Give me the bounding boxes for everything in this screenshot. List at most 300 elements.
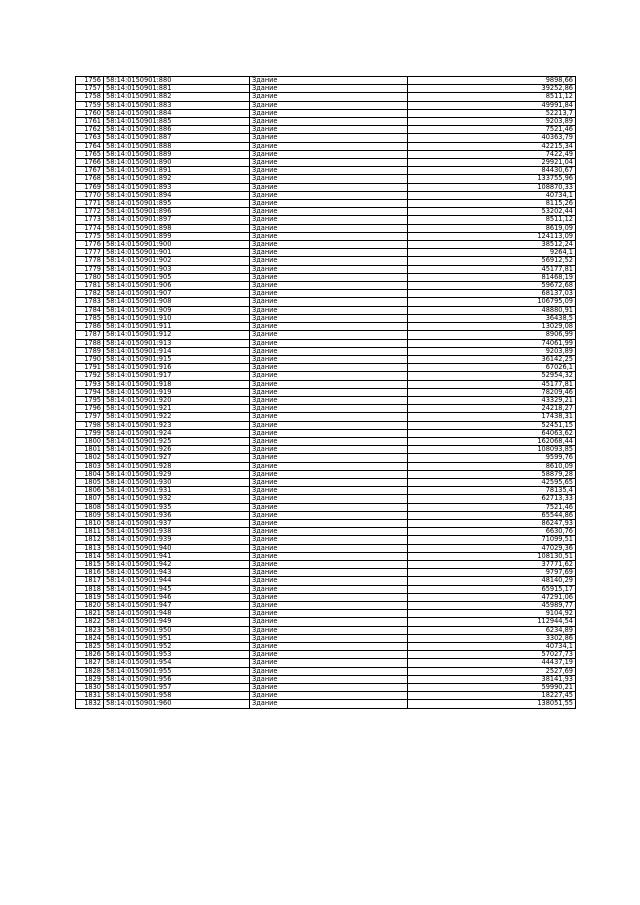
cadastral-number: 58:14:0150901:885	[104, 118, 250, 126]
cadastral-value: 45989,77	[408, 602, 576, 610]
table-row	[76, 306, 576, 314]
cadastral-number: 58:14:0150901:918	[104, 380, 250, 388]
object-type: Здание	[250, 470, 408, 478]
cadastral-value: 8610,09	[408, 462, 576, 470]
object-type: Здание	[250, 651, 408, 659]
row-number: 1784	[76, 306, 104, 314]
object-type: Здание	[250, 593, 408, 601]
cadastral-number: 58:14:0150901:950	[104, 626, 250, 634]
table-row	[76, 265, 576, 273]
row-number: 1819	[76, 593, 104, 601]
cadastral-number: 58:14:0150901:939	[104, 536, 250, 544]
table-row	[76, 126, 576, 134]
cadastral-value: 9264,1	[408, 249, 576, 257]
cadastral-number: 58:14:0150901:906	[104, 282, 250, 290]
row-number: 1770	[76, 191, 104, 199]
object-type: Здание	[250, 684, 408, 692]
table-row	[76, 159, 576, 167]
cadastral-number: 58:14:0150901:892	[104, 175, 250, 183]
table-row	[76, 602, 576, 610]
object-type: Здание	[250, 634, 408, 642]
object-type: Здание	[250, 118, 408, 126]
table-row	[76, 380, 576, 388]
cadastral-number: 58:14:0150901:894	[104, 191, 250, 199]
table-row	[76, 388, 576, 396]
row-number: 1814	[76, 552, 104, 560]
table-row	[76, 437, 576, 445]
cadastral-value: 47029,36	[408, 544, 576, 552]
cadastral-number: 58:14:0150901:917	[104, 372, 250, 380]
table-row	[76, 257, 576, 265]
table-row	[76, 528, 576, 536]
object-type: Здание	[250, 208, 408, 216]
table-row	[76, 651, 576, 659]
cadastral-number: 58:14:0150901:898	[104, 224, 250, 232]
cadastral-value: 52213,7	[408, 109, 576, 117]
cadastral-number: 58:14:0150901:947	[104, 602, 250, 610]
row-number: 1788	[76, 339, 104, 347]
table-row	[76, 364, 576, 372]
cadastral-value: 86247,93	[408, 519, 576, 527]
cadastral-value: 45177,81	[408, 380, 576, 388]
table-row	[76, 396, 576, 404]
object-type: Здание	[250, 626, 408, 634]
cadastral-number: 58:14:0150901:903	[104, 265, 250, 273]
cadastral-number: 58:14:0150901:958	[104, 692, 250, 700]
row-number: 1775	[76, 232, 104, 240]
object-type: Здание	[250, 429, 408, 437]
table-row	[76, 405, 576, 413]
row-number: 1800	[76, 437, 104, 445]
cadastral-number: 58:14:0150901:912	[104, 331, 250, 339]
table-row	[76, 569, 576, 577]
cadastral-number: 58:14:0150901:956	[104, 675, 250, 683]
cadastral-number: 58:14:0150901:887	[104, 134, 250, 142]
object-type: Здание	[250, 224, 408, 232]
cadastral-number: 58:14:0150901:890	[104, 159, 250, 167]
object-type: Здание	[250, 569, 408, 577]
row-number: 1799	[76, 429, 104, 437]
object-type: Здание	[250, 462, 408, 470]
row-number: 1826	[76, 651, 104, 659]
object-type: Здание	[250, 290, 408, 298]
object-type: Здание	[250, 167, 408, 175]
cadastral-number: 58:14:0150901:945	[104, 585, 250, 593]
row-number: 1761	[76, 118, 104, 126]
table-row	[76, 593, 576, 601]
table-row	[76, 232, 576, 240]
cadastral-number: 58:14:0150901:925	[104, 437, 250, 445]
cadastral-value: 53202,44	[408, 208, 576, 216]
row-number: 1798	[76, 421, 104, 429]
object-type: Здание	[250, 339, 408, 347]
table-row	[76, 519, 576, 527]
object-type: Здание	[250, 610, 408, 618]
object-type: Здание	[250, 175, 408, 183]
cadastral-value: 8115,26	[408, 200, 576, 208]
object-type: Здание	[250, 364, 408, 372]
cadastral-number: 58:14:0150901:888	[104, 142, 250, 150]
row-number: 1782	[76, 290, 104, 298]
cadastral-number: 58:14:0150901:957	[104, 684, 250, 692]
table-row	[76, 331, 576, 339]
table-row	[76, 429, 576, 437]
object-type: Здание	[250, 528, 408, 536]
object-type: Здание	[250, 249, 408, 257]
cadastral-value: 9104,92	[408, 610, 576, 618]
object-type: Здание	[250, 487, 408, 495]
cadastral-value: 7521,46	[408, 503, 576, 511]
cadastral-value: 59672,68	[408, 282, 576, 290]
table-row	[76, 462, 576, 470]
cadastral-value: 133755,96	[408, 175, 576, 183]
row-number: 1824	[76, 634, 104, 642]
cadastral-number: 58:14:0150901:921	[104, 405, 250, 413]
row-number: 1773	[76, 216, 104, 224]
row-number: 1810	[76, 519, 104, 527]
cadastral-value: 6630,76	[408, 528, 576, 536]
table-row	[76, 355, 576, 363]
table-row	[76, 167, 576, 175]
object-type: Здание	[250, 257, 408, 265]
row-number: 1764	[76, 142, 104, 150]
object-type: Здание	[250, 437, 408, 445]
cadastral-number: 58:14:0150901:944	[104, 577, 250, 585]
cadastral-number: 58:14:0150901:889	[104, 150, 250, 158]
table-row	[76, 413, 576, 421]
cadastral-number: 58:14:0150901:897	[104, 216, 250, 224]
table-row	[76, 454, 576, 462]
cadastral-value: 9203,89	[408, 118, 576, 126]
table-row	[76, 200, 576, 208]
cadastral-value: 108093,85	[408, 446, 576, 454]
table-row	[76, 273, 576, 281]
object-type: Здание	[250, 618, 408, 626]
row-number: 1786	[76, 323, 104, 331]
row-number: 1831	[76, 692, 104, 700]
object-type: Здание	[250, 643, 408, 651]
data-table	[75, 76, 576, 709]
row-number: 1774	[76, 224, 104, 232]
cadastral-number: 58:14:0150901:901	[104, 249, 250, 257]
cadastral-value: 36142,25	[408, 355, 576, 363]
table-row	[76, 675, 576, 683]
table-row	[76, 487, 576, 495]
object-type: Здание	[250, 413, 408, 421]
table-row	[76, 109, 576, 117]
cadastral-number: 58:14:0150901:938	[104, 528, 250, 536]
object-type: Здание	[250, 519, 408, 527]
row-number: 1780	[76, 273, 104, 281]
object-type: Здание	[250, 134, 408, 142]
row-number: 1797	[76, 413, 104, 421]
cadastral-number: 58:14:0150901:920	[104, 396, 250, 404]
object-type: Здание	[250, 232, 408, 240]
object-type: Здание	[250, 495, 408, 503]
cadastral-value: 62713,33	[408, 495, 576, 503]
cadastral-value: 112944,54	[408, 618, 576, 626]
cadastral-value: 8511,12	[408, 93, 576, 101]
row-number: 1830	[76, 684, 104, 692]
cadastral-value: 7422,49	[408, 150, 576, 158]
object-type: Здание	[250, 241, 408, 249]
cadastral-value: 43329,21	[408, 396, 576, 404]
table-row	[76, 142, 576, 150]
table-row	[76, 495, 576, 503]
object-type: Здание	[250, 150, 408, 158]
object-type: Здание	[250, 93, 408, 101]
table-row	[76, 618, 576, 626]
table-row	[76, 191, 576, 199]
cadastral-number: 58:14:0150901:936	[104, 511, 250, 519]
cadastral-number: 58:14:0150901:940	[104, 544, 250, 552]
cadastral-value: 78209,46	[408, 388, 576, 396]
cadastral-number: 58:14:0150901:937	[104, 519, 250, 527]
cadastral-number: 58:14:0150901:900	[104, 241, 250, 249]
cadastral-number: 58:14:0150901:926	[104, 446, 250, 454]
row-number: 1760	[76, 109, 104, 117]
table-row	[76, 684, 576, 692]
row-number: 1817	[76, 577, 104, 585]
cadastral-value: 8906,99	[408, 331, 576, 339]
cadastral-value: 52451,15	[408, 421, 576, 429]
cadastral-value: 49991,84	[408, 101, 576, 109]
cadastral-number: 58:14:0150901:941	[104, 552, 250, 560]
object-type: Здание	[250, 183, 408, 191]
object-type: Здание	[250, 372, 408, 380]
table-body	[76, 77, 576, 709]
row-number: 1820	[76, 602, 104, 610]
cadastral-number: 58:14:0150901:928	[104, 462, 250, 470]
object-type: Здание	[250, 331, 408, 339]
row-number: 1792	[76, 372, 104, 380]
row-number: 1756	[76, 77, 104, 85]
object-type: Здание	[250, 355, 408, 363]
cadastral-number: 58:14:0150901:954	[104, 659, 250, 667]
cadastral-value: 108870,33	[408, 183, 576, 191]
object-type: Здание	[250, 536, 408, 544]
table-row	[76, 282, 576, 290]
cadastral-value: 37771,62	[408, 560, 576, 568]
cadastral-value: 48140,29	[408, 577, 576, 585]
cadastral-value: 64063,62	[408, 429, 576, 437]
object-type: Здание	[250, 142, 408, 150]
cadastral-value: 138051,55	[408, 700, 576, 708]
cadastral-number: 58:14:0150901:922	[104, 413, 250, 421]
object-type: Здание	[250, 314, 408, 322]
object-type: Здание	[250, 478, 408, 486]
object-type: Здание	[250, 602, 408, 610]
cadastral-value: 6234,89	[408, 626, 576, 634]
cadastral-number: 58:14:0150901:891	[104, 167, 250, 175]
cadastral-value: 39252,86	[408, 85, 576, 93]
table-row	[76, 659, 576, 667]
table-row	[76, 692, 576, 700]
cadastral-value: 74061,99	[408, 339, 576, 347]
cadastral-value: 45177,81	[408, 265, 576, 273]
object-type: Здание	[250, 380, 408, 388]
cadastral-number: 58:14:0150901:907	[104, 290, 250, 298]
table-row	[76, 339, 576, 347]
object-type: Здание	[250, 511, 408, 519]
row-number: 1765	[76, 150, 104, 158]
table-row	[76, 118, 576, 126]
row-number: 1779	[76, 265, 104, 273]
object-type: Здание	[250, 109, 408, 117]
table-row	[76, 610, 576, 618]
cadastral-number: 58:14:0150901:929	[104, 470, 250, 478]
row-number: 1777	[76, 249, 104, 257]
table-row	[76, 77, 576, 85]
row-number: 1816	[76, 569, 104, 577]
row-number: 1794	[76, 388, 104, 396]
object-type: Здание	[250, 544, 408, 552]
table-row	[76, 372, 576, 380]
cadastral-value: 36438,5	[408, 314, 576, 322]
cadastral-value: 3302,86	[408, 634, 576, 642]
cadastral-number: 58:14:0150901:916	[104, 364, 250, 372]
cadastral-value: 71099,51	[408, 536, 576, 544]
row-number: 1787	[76, 331, 104, 339]
cadastral-value: 106795,09	[408, 298, 576, 306]
row-number: 1825	[76, 643, 104, 651]
row-number: 1793	[76, 380, 104, 388]
cadastral-value: 29921,04	[408, 159, 576, 167]
cadastral-number: 58:14:0150901:952	[104, 643, 250, 651]
cadastral-value: 48880,91	[408, 306, 576, 314]
row-number: 1809	[76, 511, 104, 519]
table-row	[76, 249, 576, 257]
object-type: Здание	[250, 77, 408, 85]
cadastral-number: 58:14:0150901:899	[104, 232, 250, 240]
object-type: Здание	[250, 298, 408, 306]
table-row	[76, 446, 576, 454]
cadastral-number: 58:14:0150901:943	[104, 569, 250, 577]
table-row	[76, 216, 576, 224]
cadastral-value: 52954,32	[408, 372, 576, 380]
table-row	[76, 134, 576, 142]
cadastral-value: 59990,21	[408, 684, 576, 692]
cadastral-value: 40363,79	[408, 134, 576, 142]
cadastral-value: 9898,66	[408, 77, 576, 85]
row-number: 1815	[76, 560, 104, 568]
table-row	[76, 536, 576, 544]
cadastral-number: 58:14:0150901:953	[104, 651, 250, 659]
table-row	[76, 241, 576, 249]
object-type: Здание	[250, 265, 408, 273]
table-row	[76, 511, 576, 519]
cadastral-value: 9797,69	[408, 569, 576, 577]
object-type: Здание	[250, 347, 408, 355]
cadastral-value: 8619,09	[408, 224, 576, 232]
cadastral-value: 40734,1	[408, 643, 576, 651]
table-row	[76, 552, 576, 560]
cadastral-number: 58:14:0150901:955	[104, 667, 250, 675]
table-row	[76, 290, 576, 298]
row-number: 1791	[76, 364, 104, 372]
object-type: Здание	[250, 503, 408, 511]
object-type: Здание	[250, 454, 408, 462]
cadastral-number: 58:14:0150901:893	[104, 183, 250, 191]
table-row	[76, 314, 576, 322]
table-row	[76, 175, 576, 183]
object-type: Здание	[250, 585, 408, 593]
object-type: Здание	[250, 446, 408, 454]
table-row	[76, 626, 576, 634]
object-type: Здание	[250, 159, 408, 167]
cadastral-value: 81468,19	[408, 273, 576, 281]
table-row	[76, 150, 576, 158]
object-type: Здание	[250, 692, 408, 700]
object-type: Здание	[250, 675, 408, 683]
table-row	[76, 585, 576, 593]
cadastral-value: 44437,19	[408, 659, 576, 667]
cadastral-value: 18227,45	[408, 692, 576, 700]
cadastral-value: 84430,67	[408, 167, 576, 175]
row-number: 1769	[76, 183, 104, 191]
object-type: Здание	[250, 396, 408, 404]
cadastral-number: 58:14:0150901:882	[104, 93, 250, 101]
table-row	[76, 101, 576, 109]
cadastral-value: 38141,93	[408, 675, 576, 683]
cadastral-number: 58:14:0150901:942	[104, 560, 250, 568]
table-row	[76, 544, 576, 552]
table-row	[76, 503, 576, 511]
cadastral-number: 58:14:0150901:931	[104, 487, 250, 495]
row-number: 1804	[76, 470, 104, 478]
table-row	[76, 298, 576, 306]
cadastral-value: 56912,52	[408, 257, 576, 265]
cadastral-value: 65915,17	[408, 585, 576, 593]
cadastral-number: 58:14:0150901:960	[104, 700, 250, 708]
table-row	[76, 667, 576, 675]
row-number: 1768	[76, 175, 104, 183]
cadastral-value: 57027,73	[408, 651, 576, 659]
cadastral-number: 58:14:0150901:951	[104, 634, 250, 642]
table-row	[76, 347, 576, 355]
cadastral-value: 65544,86	[408, 511, 576, 519]
cadastral-number: 58:14:0150901:910	[104, 314, 250, 322]
cadastral-value: 68137,03	[408, 290, 576, 298]
object-type: Здание	[250, 577, 408, 585]
cadastral-number: 58:14:0150901:930	[104, 478, 250, 486]
row-number: 1828	[76, 667, 104, 675]
row-number: 1812	[76, 536, 104, 544]
cadastral-value: 124113,09	[408, 232, 576, 240]
cadastral-value: 38512,24	[408, 241, 576, 249]
row-number: 1802	[76, 454, 104, 462]
object-type: Здание	[250, 405, 408, 413]
object-type: Здание	[250, 85, 408, 93]
row-number: 1822	[76, 618, 104, 626]
table-row	[76, 208, 576, 216]
row-number: 1803	[76, 462, 104, 470]
cadastral-number: 58:14:0150901:886	[104, 126, 250, 134]
row-number: 1813	[76, 544, 104, 552]
cadastral-number: 58:14:0150901:911	[104, 323, 250, 331]
row-number: 1823	[76, 626, 104, 634]
cadastral-value: 40734,1	[408, 191, 576, 199]
cadastral-value: 78135,4	[408, 487, 576, 495]
row-number: 1772	[76, 208, 104, 216]
object-type: Здание	[250, 659, 408, 667]
object-type: Здание	[250, 306, 408, 314]
table-row	[76, 643, 576, 651]
cadastral-value: 162068,44	[408, 437, 576, 445]
object-type: Здание	[250, 552, 408, 560]
row-number: 1808	[76, 503, 104, 511]
table-row	[76, 183, 576, 191]
